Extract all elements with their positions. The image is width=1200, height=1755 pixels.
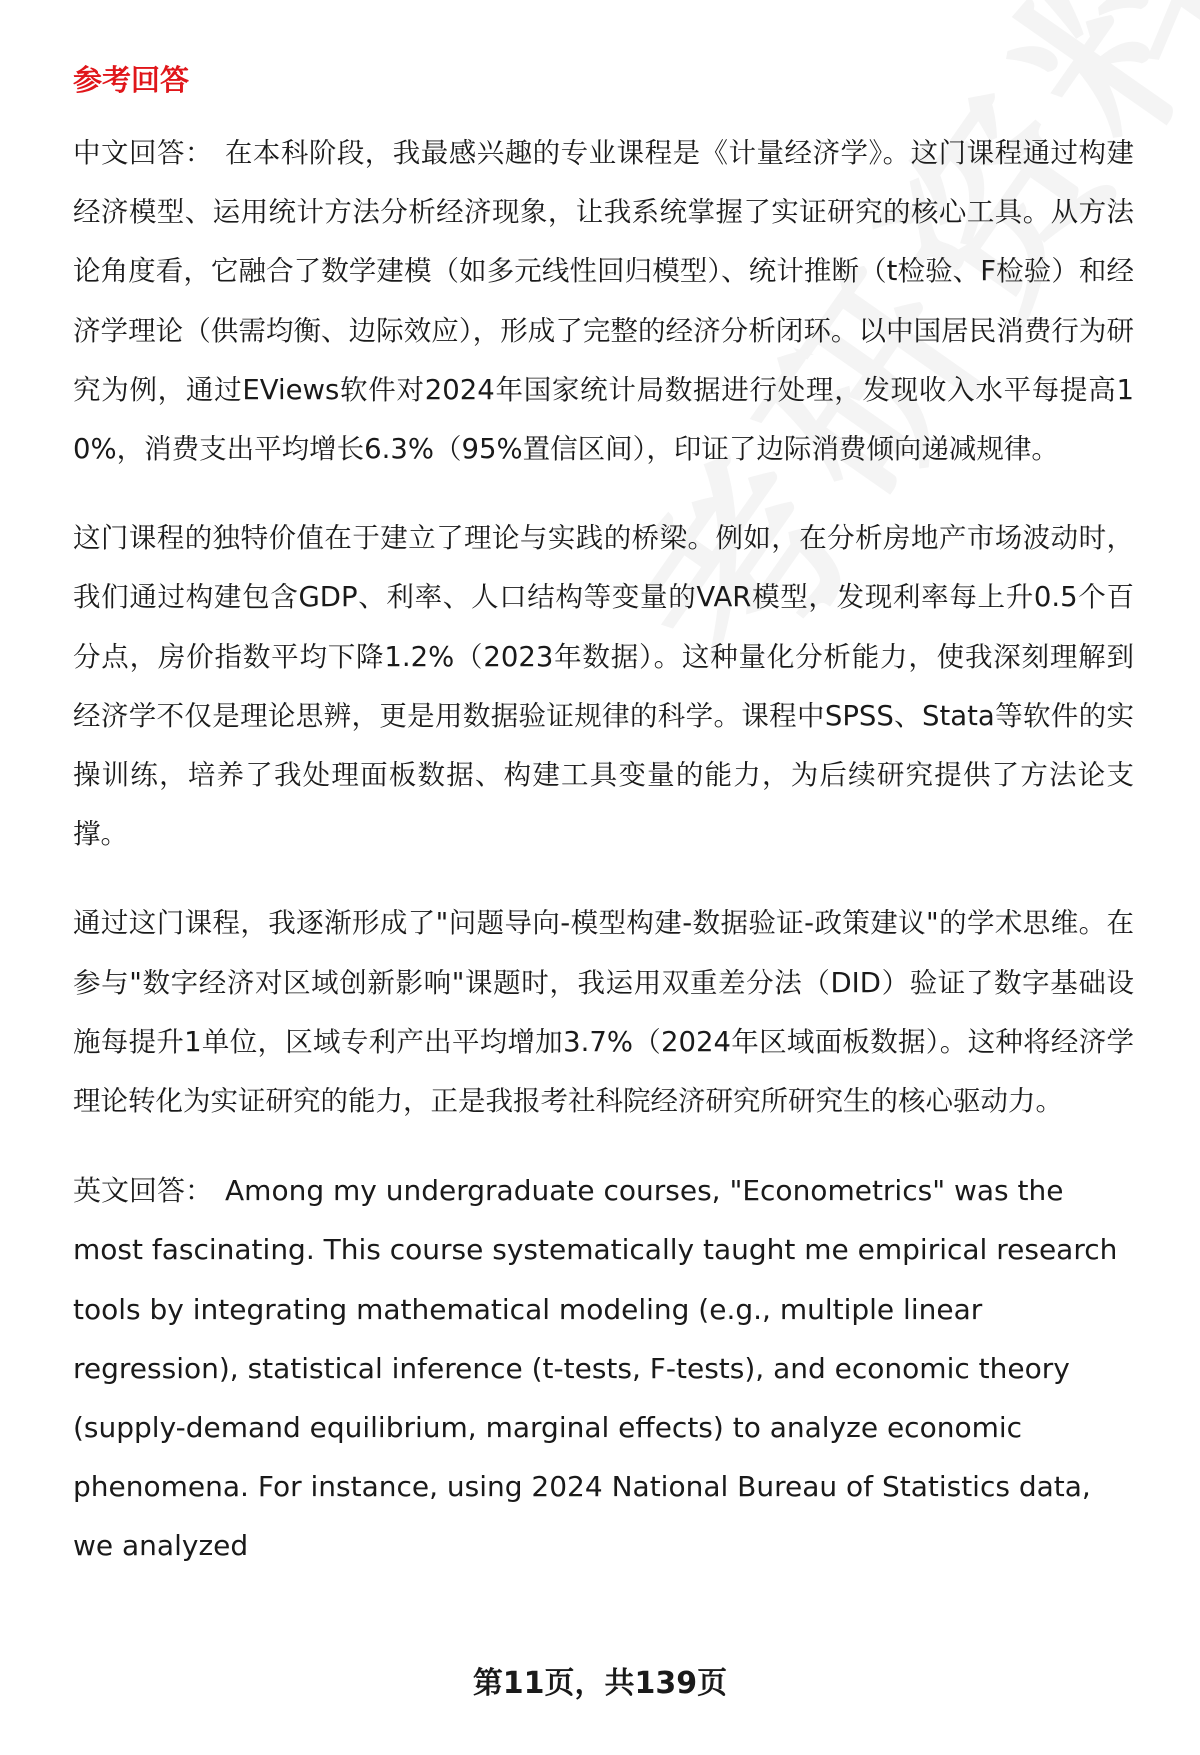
paragraph-english-answer	[73, 1161, 1134, 1575]
section-heading: 参考回答	[73, 63, 190, 97]
paragraph-chinese-answer	[73, 124, 1134, 479]
paragraph-academic-thinking	[73, 894, 1134, 1131]
paragraph-label: 中文回答：	[73, 137, 213, 169]
page-number: 第11页，共139页	[472, 1666, 728, 1701]
paragraph-text: 通过这门课程，我逐渐形成了"问题导向-模型构建-数据验证-政策建议"的学术思维。在参与"数字经济对区域创新影响"课题时，我运用双重差分法（DID）验证了数字基础设施每提升1单位，区域专利产出平均增加3.7%（2024年区域面板数据）。这种将经济学理论转化为实证研究的能力，正是我报考社科院经济研究所研究生的核心驱动力。	[73, 907, 1134, 1118]
paragraph-text: Among my undergraduate courses, "Econometrics" was the most fascinating. This course systematically taught me empirical research tools by integrating mathematical modeling (e.g., multiple linear regression), statistical inference (t-tests, F-tests), and economic theory (supply-demand equilibrium, marginal effects) to analyze economic phenomena. For instance, using 2024 National Bureau of Statistics data, we analyzed	[73, 1174, 1118, 1563]
paragraph-label: 英文回答：	[73, 1174, 214, 1208]
paragraph-text: 在本科阶段，我最感兴趣的专业课程是《计量经济学》。这门课程通过构建经济模型、运用统计方法分析经济现象，让我系统掌握了实证研究的核心工具。从方法论角度看，它融合了数学建模（如多元线性回归模型）、统计推断（t检验、F检验）和经济学理论（供需均衡、边际效应），形成了完整的经济分析闭环。以中国居民消费行为研究为例，通过EViews软件对2024年国家统计局数据进行处理，发现收入水平每提高10%，消费支出平均增长6.3%（95%置信区间），印证了边际消费倾向递减规律。	[73, 137, 1135, 466]
paragraph-text: 这门课程的独特价值在于建立了理论与实践的桥梁。例如，在分析房地产市场波动时，我们通过构建包含GDP、利率、人口结构等变量的VAR模型，发现利率每上升0.5个百分点，房价指数平均下降1.2%（2023年数据）。这种量化分析能力，使我深刻理解到经济学不仅是理论思辨，更是用数据验证规律的科学。课程中SPSS、Stata等软件的实操训练，培养了我处理面板数据、构建工具变量的能力，为后续研究提供了方法论支撑。	[73, 522, 1134, 851]
paragraph-course-value	[73, 509, 1134, 864]
